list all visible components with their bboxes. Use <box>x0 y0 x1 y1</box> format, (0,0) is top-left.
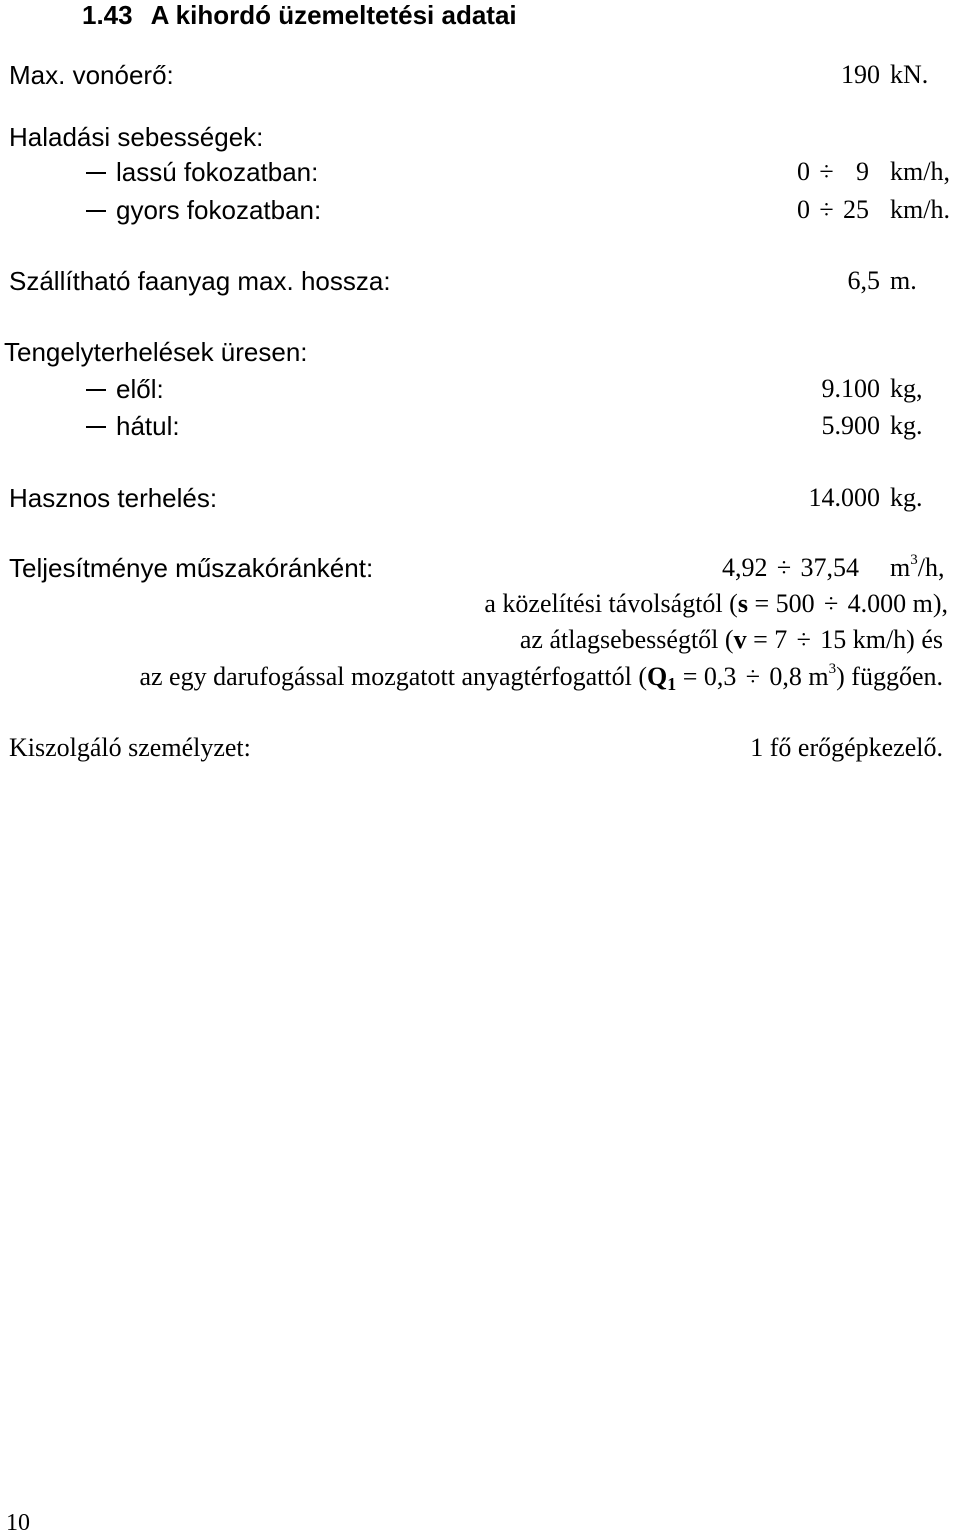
slow-gear-range <box>797 157 869 187</box>
axle-loads-label: Tengelyterhelések üresen: <box>4 337 308 367</box>
performance-condition-speed <box>520 625 943 655</box>
list-dash <box>86 426 106 428</box>
performance-from: 4,92 <box>722 553 768 582</box>
unit-base: m <box>890 553 911 582</box>
condition-text: = 0,3 <box>676 662 743 691</box>
performance-label: Teljesítménye műszakóránként: <box>9 553 374 583</box>
speeds-label: Haladási sebességek: <box>9 122 264 152</box>
symbol-v: v <box>733 625 747 654</box>
max-pull-value: 190 <box>841 60 880 89</box>
timber-length-label: Szállítható faanyag max. hossza: <box>9 266 391 296</box>
rear-axle-unit: kg. <box>890 411 923 440</box>
fast-gear-label: gyors fokozatban: <box>116 195 322 225</box>
range-divide-sign: ÷ <box>823 589 839 618</box>
symbol-q: Q <box>647 662 668 691</box>
performance-condition-distance <box>484 589 948 619</box>
slow-gear-to: 9 <box>856 157 869 186</box>
slow-gear-unit: km/h, <box>890 157 950 186</box>
page-number: 10 <box>6 1510 30 1536</box>
section-title: A kihordó üzemeltetési adatai <box>150 0 517 30</box>
front-axle-value: 9.100 <box>821 374 880 403</box>
range-divide-sign: ÷ <box>819 157 834 186</box>
condition-text: az egy darufogással mozgatott anyagtérfogattól ( <box>139 662 647 691</box>
payload-value: 14.000 <box>808 483 880 512</box>
max-pull-unit: kN. <box>890 60 929 89</box>
rear-axle-label: hátul: <box>116 411 180 441</box>
crew-label: Kiszolgáló személyzet: <box>9 733 251 762</box>
max-pull-label: Max. vonóerő: <box>9 60 174 90</box>
list-dash <box>86 389 106 391</box>
timber-length-value: 6,5 <box>847 266 880 295</box>
performance-range <box>722 553 859 583</box>
range-divide-sign: ÷ <box>796 625 811 654</box>
rear-axle-value: 5.900 <box>821 411 880 440</box>
condition-text: ) függően. <box>836 662 943 691</box>
performance-to: 37,54 <box>800 553 859 582</box>
unit-exponent: 3 <box>910 552 918 568</box>
payload-unit: kg. <box>890 483 923 512</box>
range-divide-sign: ÷ <box>819 195 834 224</box>
section-number: 1.43 <box>82 0 133 30</box>
condition-text: a közelítési távolságtól ( <box>484 589 738 618</box>
condition-text: = 500 <box>747 589 822 618</box>
section-heading <box>82 0 517 31</box>
unit-exponent: 3 <box>828 661 837 677</box>
range-divide-sign: ÷ <box>776 553 792 582</box>
range-divide-sign: ÷ <box>745 662 761 691</box>
condition-text: 15 km/h) és <box>813 625 943 654</box>
fast-gear-unit: km/h. <box>890 195 950 224</box>
unit-tail: /h, <box>917 553 945 582</box>
slow-gear-label: lassú fokozatban: <box>116 157 319 187</box>
list-dash <box>86 172 106 174</box>
timber-length-unit: m. <box>890 266 917 295</box>
condition-text: az átlagsebességtől ( <box>519 625 734 654</box>
condition-text: 0,8 m <box>762 662 829 691</box>
front-axle-label: elől: <box>116 374 164 404</box>
front-axle-unit: kg, <box>890 374 923 403</box>
fast-gear-from: 0 <box>797 195 810 224</box>
symbol-q-subscript: 1 <box>667 674 677 694</box>
condition-text: = 7 <box>746 625 794 654</box>
performance-unit <box>890 553 944 583</box>
crew-value: 1 fő erőgépkezelő. <box>750 733 943 762</box>
performance-condition-volume <box>139 662 943 692</box>
fast-gear-range <box>797 195 869 225</box>
slow-gear-from: 0 <box>797 157 810 186</box>
symbol-s: s <box>737 589 748 618</box>
condition-text: 4.000 m), <box>841 589 948 618</box>
payload-label: Hasznos terhelés: <box>9 483 218 513</box>
fast-gear-to: 25 <box>843 195 869 224</box>
list-dash <box>86 210 106 212</box>
